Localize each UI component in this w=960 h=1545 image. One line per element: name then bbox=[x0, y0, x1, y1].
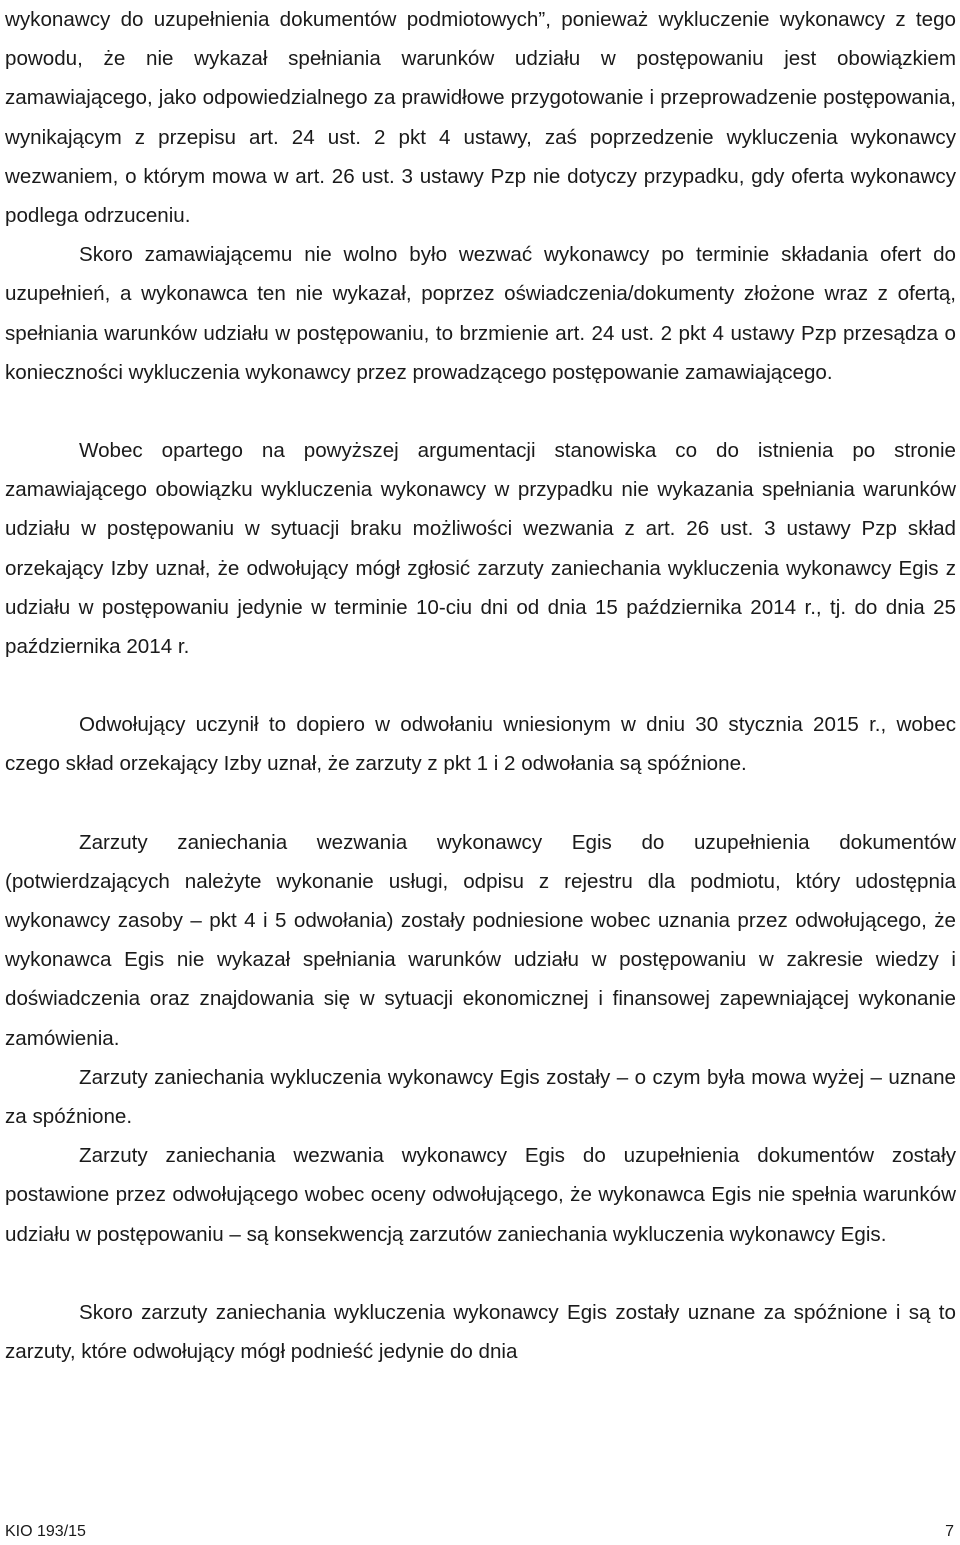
paragraph: Wobec opartego na powyższej argumentacji stanowiska co do istnienia po stronie zamawiającego obowiązku wykluczenia wykonawcy w przypadku nie wykazania spełniania warunków udziału w postępowaniu w sytuacji braku możliwości wezwania z art. 26 ust. 3 ustawy Pzp skład orzekający Izby uznał, że odwołujący mógł zgłosić zarzuty zaniechania wykluczenia wykonawcy Egis z udziału w postępowaniu jedynie w terminie 10-ciu dni od dnia 15 października 2014 r., tj. do dnia 25 października 2014 r. bbox=[5, 439, 956, 659]
paragraph-gap bbox=[5, 392, 956, 431]
page-footer bbox=[5, 1521, 954, 1543]
paragraph-gap bbox=[5, 666, 956, 705]
case-reference: KIO 193/15 bbox=[5, 1523, 86, 1540]
paragraph: Skoro zarzuty zaniechania wykluczenia wykonawcy Egis zostały uznane za spóźnione i są to zarzuty, które odwołujący mógł podnieść jedynie do dnia bbox=[5, 1300, 956, 1364]
paragraph-gap bbox=[5, 784, 956, 823]
paragraph-continuation: wykonawcy do uzupełnienia dokumentów podmiotowych”, ponieważ wykluczenie wykonawcy z tego powodu, że nie wykazał spełniania warunków udziału w postępowaniu jest obowiązkiem zamawiającego, jako odpowiedzialnego za prawidłowe przygotowanie i przeprowadzenie postępowania, wynikającym z przepisu art. 24 ust. 2 pkt 4 ustawy, zaś poprzedzenie wykluczenia wykonawcy wezwaniem, o którym mowa w art. 26 ust. 3 ustawy Pzp nie dotyczy przypadku, gdy oferta wykonawcy podlega odrzuceniu. bbox=[5, 8, 956, 228]
paragraph: Zarzuty zaniechania wezwania wykonawcy Egis do uzupełnienia dokumentów zostały postawione przez odwołującego wobec oceny odwołującego, że wykonawca Egis nie spełnia warunków udziału w postępowaniu – są konsekwencją zarzutów zaniechania wykluczenia wykonawcy Egis. bbox=[5, 1144, 956, 1246]
paragraph-gap bbox=[5, 1254, 956, 1293]
page-number: 7 bbox=[945, 1523, 954, 1540]
paragraph: Odwołujący uczynił to dopiero w odwołaniu wniesionym w dniu 30 stycznia 2015 r., wobec czego skład orzekający Izby uznał, że zarzuty z pkt 1 i 2 odwołania są spóźnione. bbox=[5, 713, 956, 776]
document-body bbox=[5, 0, 956, 1371]
paragraph: Zarzuty zaniechania wykluczenia wykonawcy Egis zostały – o czym była mowa wyżej – uznane za spóźnione. bbox=[5, 1065, 956, 1129]
paragraph: Skoro zamawiającemu nie wolno było wezwać wykonawcy po terminie składania ofert do uzupełnień, a wykonawca ten nie wykazał, poprzez oświadczenia/dokumenty złożone wraz z ofertą, spełniania warunków udziału w postępowaniu, to brzmienie art. 24 ust. 2 pkt 4 ustawy Pzp przesądza o konieczności wykluczenia wykonawcy przez prowadzącego postępowanie zamawiającego. bbox=[5, 243, 956, 384]
paragraph: Zarzuty zaniechania wezwania wykonawcy Egis do uzupełnienia dokumentów (potwierdzających należyte wykonanie usługi, odpisu z rejestru dla podmiotu, który udostępnia wykonawcy zasoby – pkt 4 i 5 odwołania) zostały podniesione wobec uznania przez odwołującego, że wykonawca Egis nie wykazał spełniania warunków udziału w postępowaniu w zakresie wiedzy i doświadczenia oraz znajdowania się w sytuacji ekonomicznej i finansowej zapewniającej wykonanie zamówienia. bbox=[5, 830, 956, 1050]
